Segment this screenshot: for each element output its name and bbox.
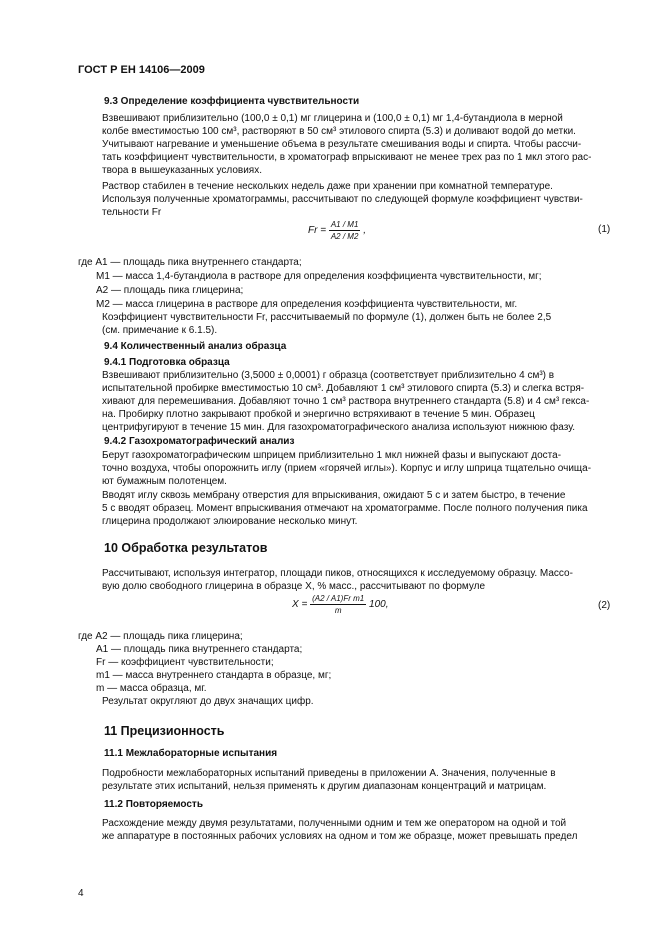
page-number: 4 <box>78 888 84 899</box>
where-2-line-5: m — масса образца, мг. <box>96 683 207 694</box>
formula-1-number: (1) <box>598 224 611 235</box>
where-2-line-1: где A2 — площадь пика глицерина; <box>78 631 243 642</box>
section-11-2-title: 11.2 Повторяемость <box>104 799 203 810</box>
formula-1: Fr = $\frac{A1 / M1}{A2 / M2}$ , <box>308 220 366 241</box>
section-10-paragraph: Рассчитывают, используя интегратор, площади пиков, относящихся к исследуемому образцу. Массо- вую долю свободного глицерина в образце X, % масс., рассчитывают по формуле <box>102 568 573 592</box>
section-11-title: 11 Прецизионность <box>104 724 225 738</box>
section-11-1-paragraph: Подробности межлабораторных испытаний приведены в приложении А. Значения, полученные в результате этих испытаний, нельзя применять к другим диапазонам концентраций и матрицам. <box>102 768 556 792</box>
where-1-line-3: A2 — площадь пика глицерина; <box>96 285 244 296</box>
section-9-4-title: 9.4 Количественный анализ образца <box>104 341 287 352</box>
section-11-1-title: 11.1 Межлабораторные испытания <box>104 748 278 759</box>
section-11-2-paragraph: Расхождение между двумя результатами, полученными одним и тем же оператором на одной и той же аппаратуре в постоянных рабочих условиях на одном и том же образце, может превышать предел <box>102 818 578 842</box>
section-9-3-title: 9.3 Определение коэффициента чувствительности <box>104 96 360 107</box>
where-1-line-4: M2 — масса глицерина в растворе для определения коэффициента чувствительности, мг. <box>96 299 518 310</box>
section-10-title: 10 Обработка результатов <box>104 541 268 555</box>
section-9-3-paragraph-2: Раствор стабилен в течение нескольких недель даже при хранении при комнатной температуре. Используя полученные хроматограммы, рассчитывают по следующей формуле коэффициент чувстви- тельности Fr <box>102 181 583 218</box>
section-9-3-paragraph-1: Взвешивают приблизительно (100,0 ± 0,1) мг глицерина и (100,0 ± 0,1) мг 1,4-бутандиола в мерной колбе вместимостью 100 см³, растворяют в 50 см³ этилового спирта (5.3) и доливают водой до метки. Учитывают нагревание и уменьшение объема в результате смешивания воды и спирта. Чтобы рассчи- тать коэффициент чувствительности, в хроматограф впрыскивают не менее трех раз по 1 мкл этого рас- твора в вышеуказанных условиях. <box>102 113 592 176</box>
section-9-4-2-paragraph-1: Берут газохроматографическим шприцем приблизительно 1 мкл нижней фазы и выпускают доста- точно воздуха, чтобы опорожнить иглу (прием «горячей иглы»). Корпус и иглу шприца тщательно очища- ют бумажным полотенцем. <box>102 450 592 487</box>
section-9-4-1-paragraph: Взвешивают приблизительно (3,5000 ± 0,0001) г образца (соответствует приблизительно 4 см³) в испытательной пробирке вместимостью 10 см³. Добавляют 1 см³ этилового спирта (5.3) и слегка встря- хивают для перемешивания. Добавляют точно 1 см³ раствора внутреннего стандарта (5.8) и 4 см³ гекса- на. Пробирку плотно закрывают пробкой и энергично встряхивают в течение 5 мин. Образец центрифугируют в течение 15 мин. Для газохроматографического анализа используют нижнюю фазу. <box>102 370 590 433</box>
section-9-4-1-title: 9.4.1 Подготовка образца <box>104 357 230 368</box>
document-header: ГОСТ Р ЕН 14106—2009 <box>78 64 205 76</box>
where-1-line-1: где A1 — площадь пика внутреннего стандарта; <box>78 257 302 268</box>
where-2-line-3: Fr — коэффициент чувствительности; <box>96 657 274 668</box>
where-1-line-2: M1 — масса 1,4-бутандиола в растворе для определения коэффициента чувствительности, мг; <box>96 271 542 282</box>
section-9-4-2-title: 9.4.2 Газохроматографический анализ <box>104 436 295 447</box>
section-10-result: Результат округляют до двух значащих цифр. <box>102 696 314 707</box>
formula-2-number: (2) <box>598 600 611 611</box>
section-9-4-2-paragraph-2: Вводят иглу сквозь мембрану отверстия для впрыскивания, ожидают 5 с и затем быстро, в течение 5 с вводят образец. Момент впрыскивания отмечают на хроматограмме. После полного получения пика глицерина продолжают элюирование несколько минут. <box>102 490 588 527</box>
formula-2: X = $\frac{\text{(A2 / A1)Fr m1}}{m}$ 100, <box>292 594 389 615</box>
where-2-line-2: A1 — площадь пика внутреннего стандарта; <box>96 644 303 655</box>
section-9-3-paragraph-3: Коэффициент чувствительности Fr, рассчитываемый по формуле (1), должен быть не более 2,5 (см. примечание к 6.1.5). <box>102 312 552 336</box>
where-2-line-4: m1 — масса внутреннего стандарта в образце, мг; <box>96 670 332 681</box>
